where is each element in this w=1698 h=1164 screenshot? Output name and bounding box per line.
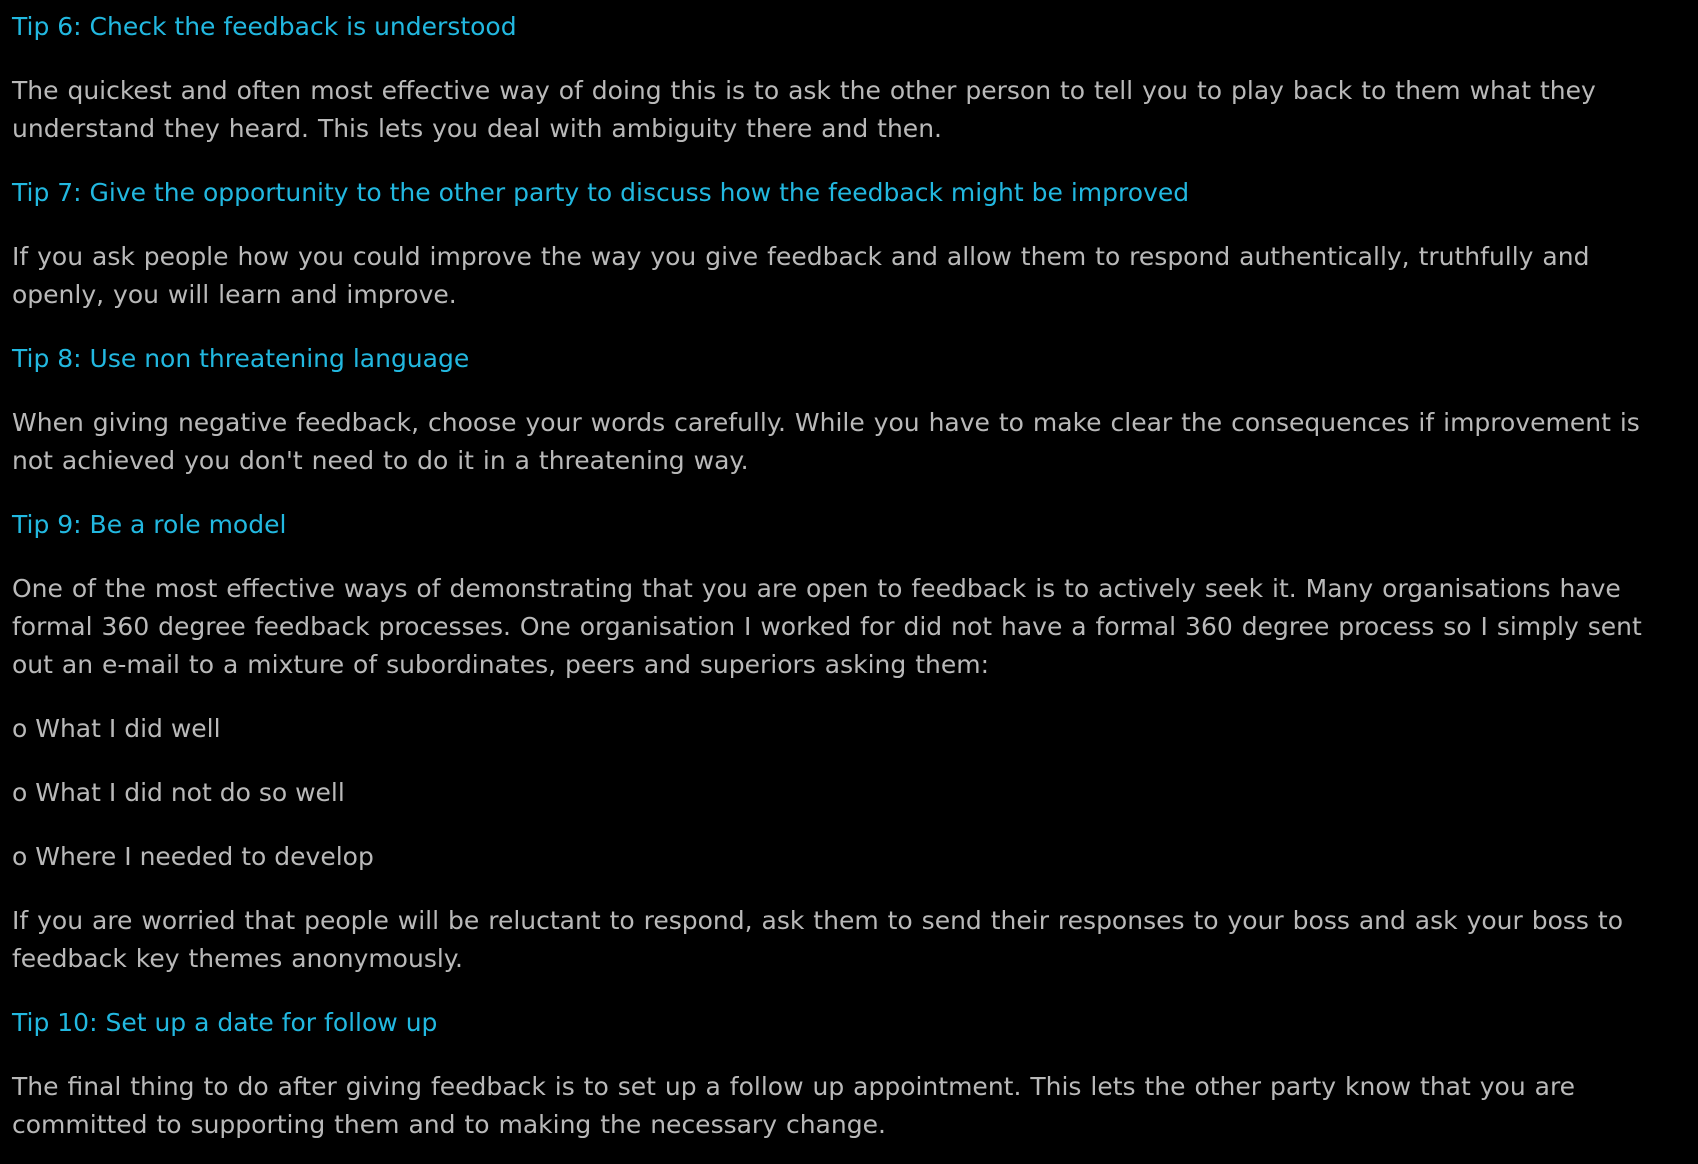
tip-9-list-item: o What I did well (12, 714, 221, 743)
tip-10-section (12, 1004, 1688, 1144)
tip-9-closing-paragraph: If you are worried that people will be reluctant to respond, ask them to send their responses to your boss and ask your boss to feedback key themes anonymously. (12, 906, 1623, 973)
tip-10-paragraph: The final thing to do after giving feedback is to set up a follow up appointment. This lets the other party know that you are committed to supporting them and to making the necessary change. (12, 1072, 1576, 1139)
tip-9-paragraph: One of the most effective ways of demonstrating that you are open to feedback is to actively seek it. Many organisations have formal 360 degree feedback processes. One organisation I worked for did not have a formal 360 degree process so I simply sent out an e-mail to a mixture of subordinates, peers and superiors asking them: (12, 574, 1642, 679)
tip-9-heading: Tip 9: Be a role model (12, 510, 287, 539)
tip-9-section (12, 506, 1688, 978)
tip-8-paragraph: When giving negative feedback, choose your words carefully. While you have to make clear the consequences if improvement is not achieved you don't need to do it in a threatening way. (12, 408, 1640, 475)
tip-8-section (12, 340, 1688, 480)
tip-7-section (12, 174, 1688, 314)
tip-6-heading: Tip 6: Check the feedback is understood (12, 12, 517, 41)
tip-7-heading: Tip 7: Give the opportunity to the other party to discuss how the feedback might be improved (12, 178, 1190, 207)
tip-6-paragraph: The quickest and often most effective way of doing this is to ask the other person to tell you to play back to them what they understand they heard. This lets you deal with ambiguity there and then. (12, 76, 1596, 143)
tip-6-section (12, 8, 1688, 148)
tip-8-heading: Tip 8: Use non threatening language (12, 344, 470, 373)
tip-7-paragraph: If you ask people how you could improve the way you give feedback and allow them to respond authentically, truthfully and openly, you will learn and improve. (12, 242, 1590, 309)
tip-9-list-item: o Where I needed to develop (12, 842, 374, 871)
tip-9-list-item: o What I did not do so well (12, 778, 345, 807)
tip-10-heading: Tip 10: Set up a date for follow up (12, 1008, 438, 1037)
